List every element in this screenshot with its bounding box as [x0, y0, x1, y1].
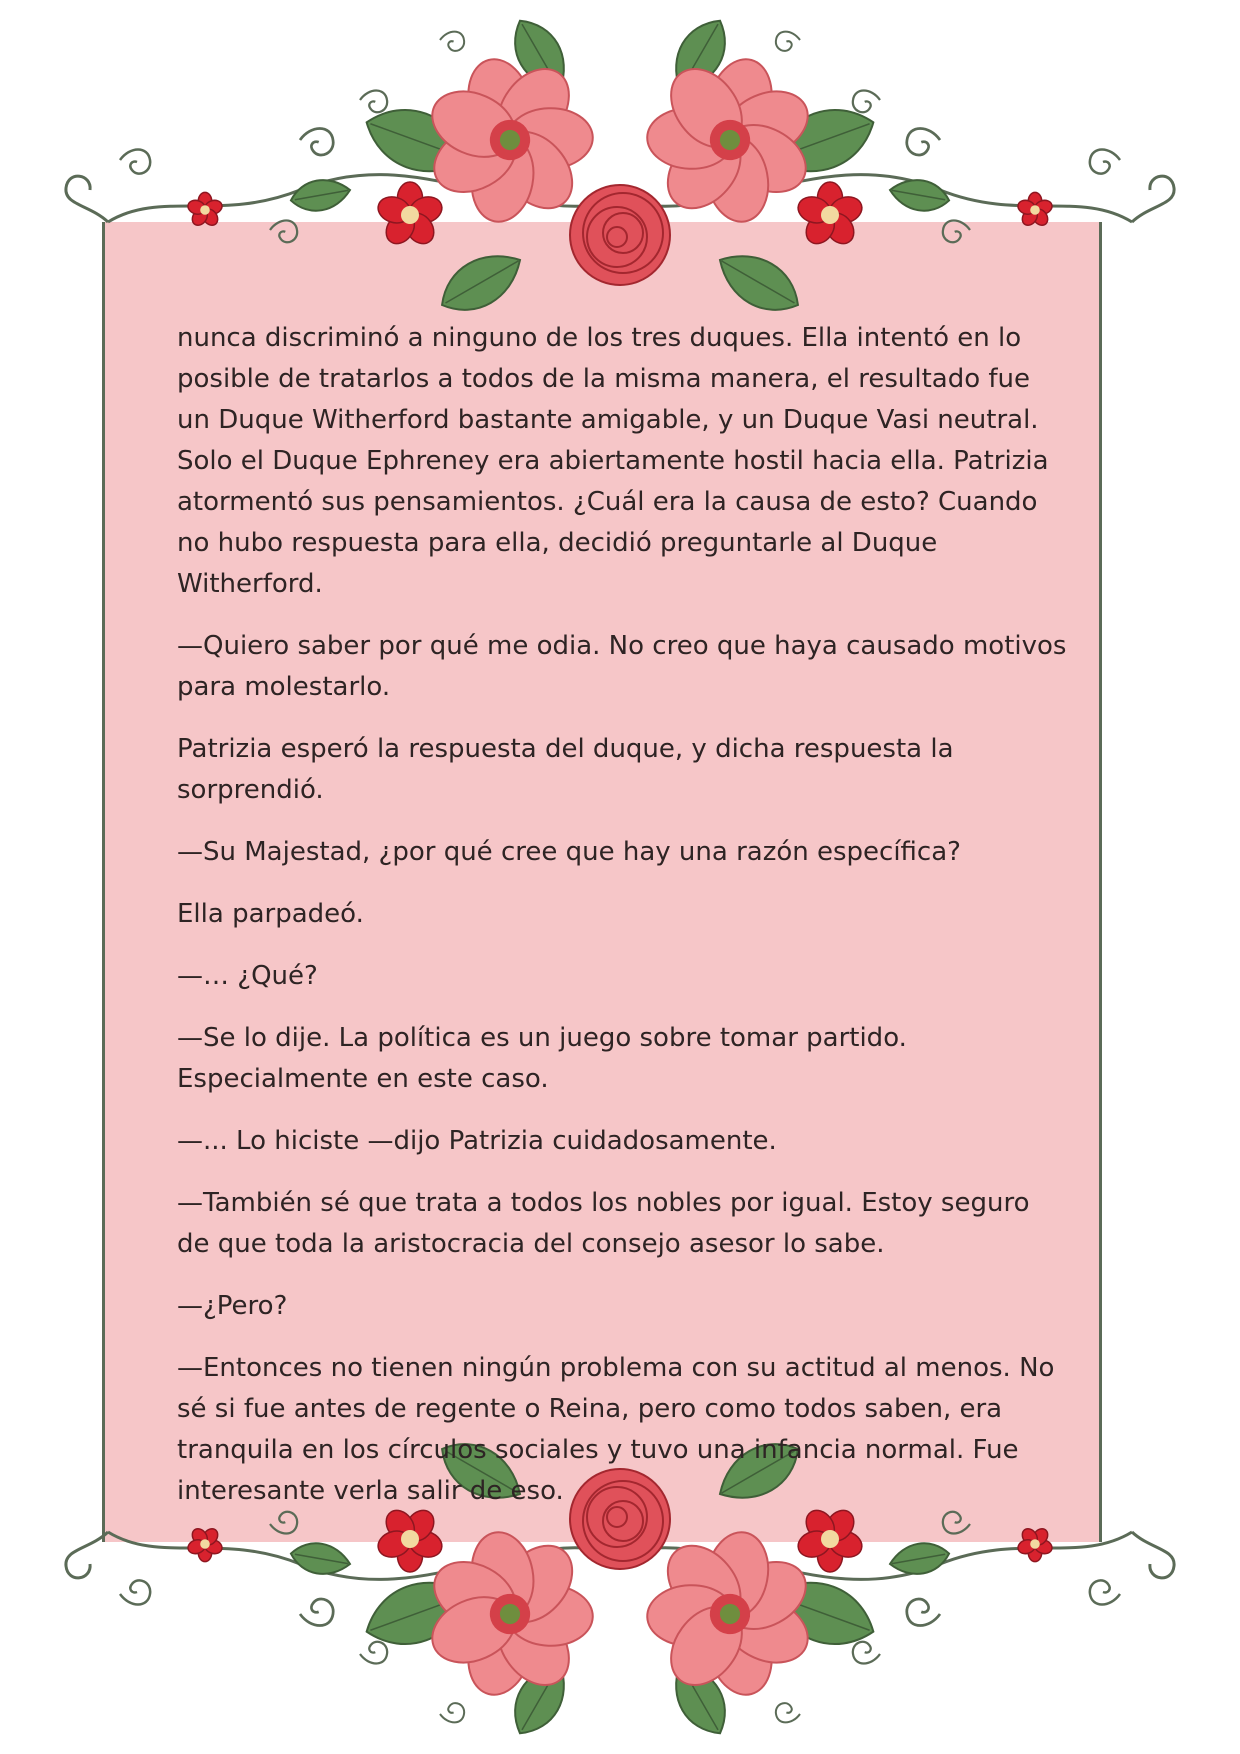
paragraph: —Se lo dije. La política es un juego sobre tomar partido. Especialmente en este caso.	[177, 1023, 907, 1094]
swirl	[270, 221, 297, 243]
paragraph: —¿Pero?	[177, 1291, 288, 1321]
vine	[1132, 1532, 1174, 1578]
leaf	[288, 175, 352, 215]
swirl	[776, 1703, 800, 1722]
swirl	[776, 32, 800, 51]
leaf	[288, 1539, 352, 1579]
leaf	[709, 241, 809, 325]
swirl	[300, 128, 333, 155]
paragraph: —Su Majestad, ¿por qué cree que hay una razón específica?	[177, 837, 961, 867]
chapter-text	[177, 318, 1067, 1533]
rose	[570, 185, 670, 285]
leaf	[887, 175, 951, 215]
leaf	[431, 241, 531, 325]
paragraph: —... Lo hiciste —dijo Patrizia cuidadosamente.	[177, 1126, 777, 1156]
swirl	[1090, 1580, 1120, 1604]
floral-ornament-top	[0, 0, 1240, 330]
swirl	[440, 32, 464, 51]
swirl	[853, 1642, 880, 1664]
swirl	[440, 1703, 464, 1722]
small-flower	[375, 182, 446, 249]
floral-ornament-top-graphic	[66, 10, 1174, 324]
swirl	[907, 1599, 940, 1626]
paragraph: Patrizia esperó la respuesta del duque, y dicha respuesta la sorprendió.	[177, 734, 954, 805]
small-flower	[795, 182, 866, 249]
swirl	[120, 1580, 150, 1604]
paragraph: —Quiero saber por qué me odia. No creo que haya causado motivos para molestarlo.	[177, 631, 1067, 702]
swirl	[300, 1599, 333, 1626]
swirl	[360, 1642, 387, 1664]
swirl	[1090, 150, 1120, 174]
paragraph: —También sé que trata a todos los nobles por igual. Estoy seguro de que toda la aristocracia del consejo asesor lo sabe.	[177, 1188, 1030, 1259]
vine	[66, 1532, 108, 1578]
vine	[66, 176, 108, 222]
leaf	[887, 1539, 951, 1579]
small-flower	[186, 192, 224, 228]
swirl	[907, 128, 940, 155]
paragraph: —Entonces no tienen ningún problema con su actitud al menos. No sé si fue antes de regente o Reina, pero como todos saben, era tranquila en los círculos sociales y tuvo una infancia normal. Fue interesante verla salir de eso.	[177, 1353, 1055, 1506]
swirl	[360, 91, 387, 113]
paragraph: nunca discriminó a ninguno de los tres duques. Ella intentó en lo posible de tratarlos a todos de la misma manera, el resultado fue un Duque Witherford bastante amigable, y un Duque Vasi neutral. Solo el Duque Ephreney era abiertamente hostil hacia ella. Patrizia atormentó sus pensamientos. ¿Cuál era la causa de esto? Cuando no hubo respuesta para ella, decidió preguntarle al Duque Witherford.	[177, 323, 1049, 599]
paragraph: —… ¿Qué?	[177, 961, 318, 991]
vine	[1132, 176, 1174, 222]
swirl	[853, 91, 880, 113]
swirl	[120, 150, 150, 174]
small-flower	[1016, 192, 1054, 228]
paragraph: Ella parpadeó.	[177, 899, 364, 929]
swirl	[943, 221, 970, 243]
